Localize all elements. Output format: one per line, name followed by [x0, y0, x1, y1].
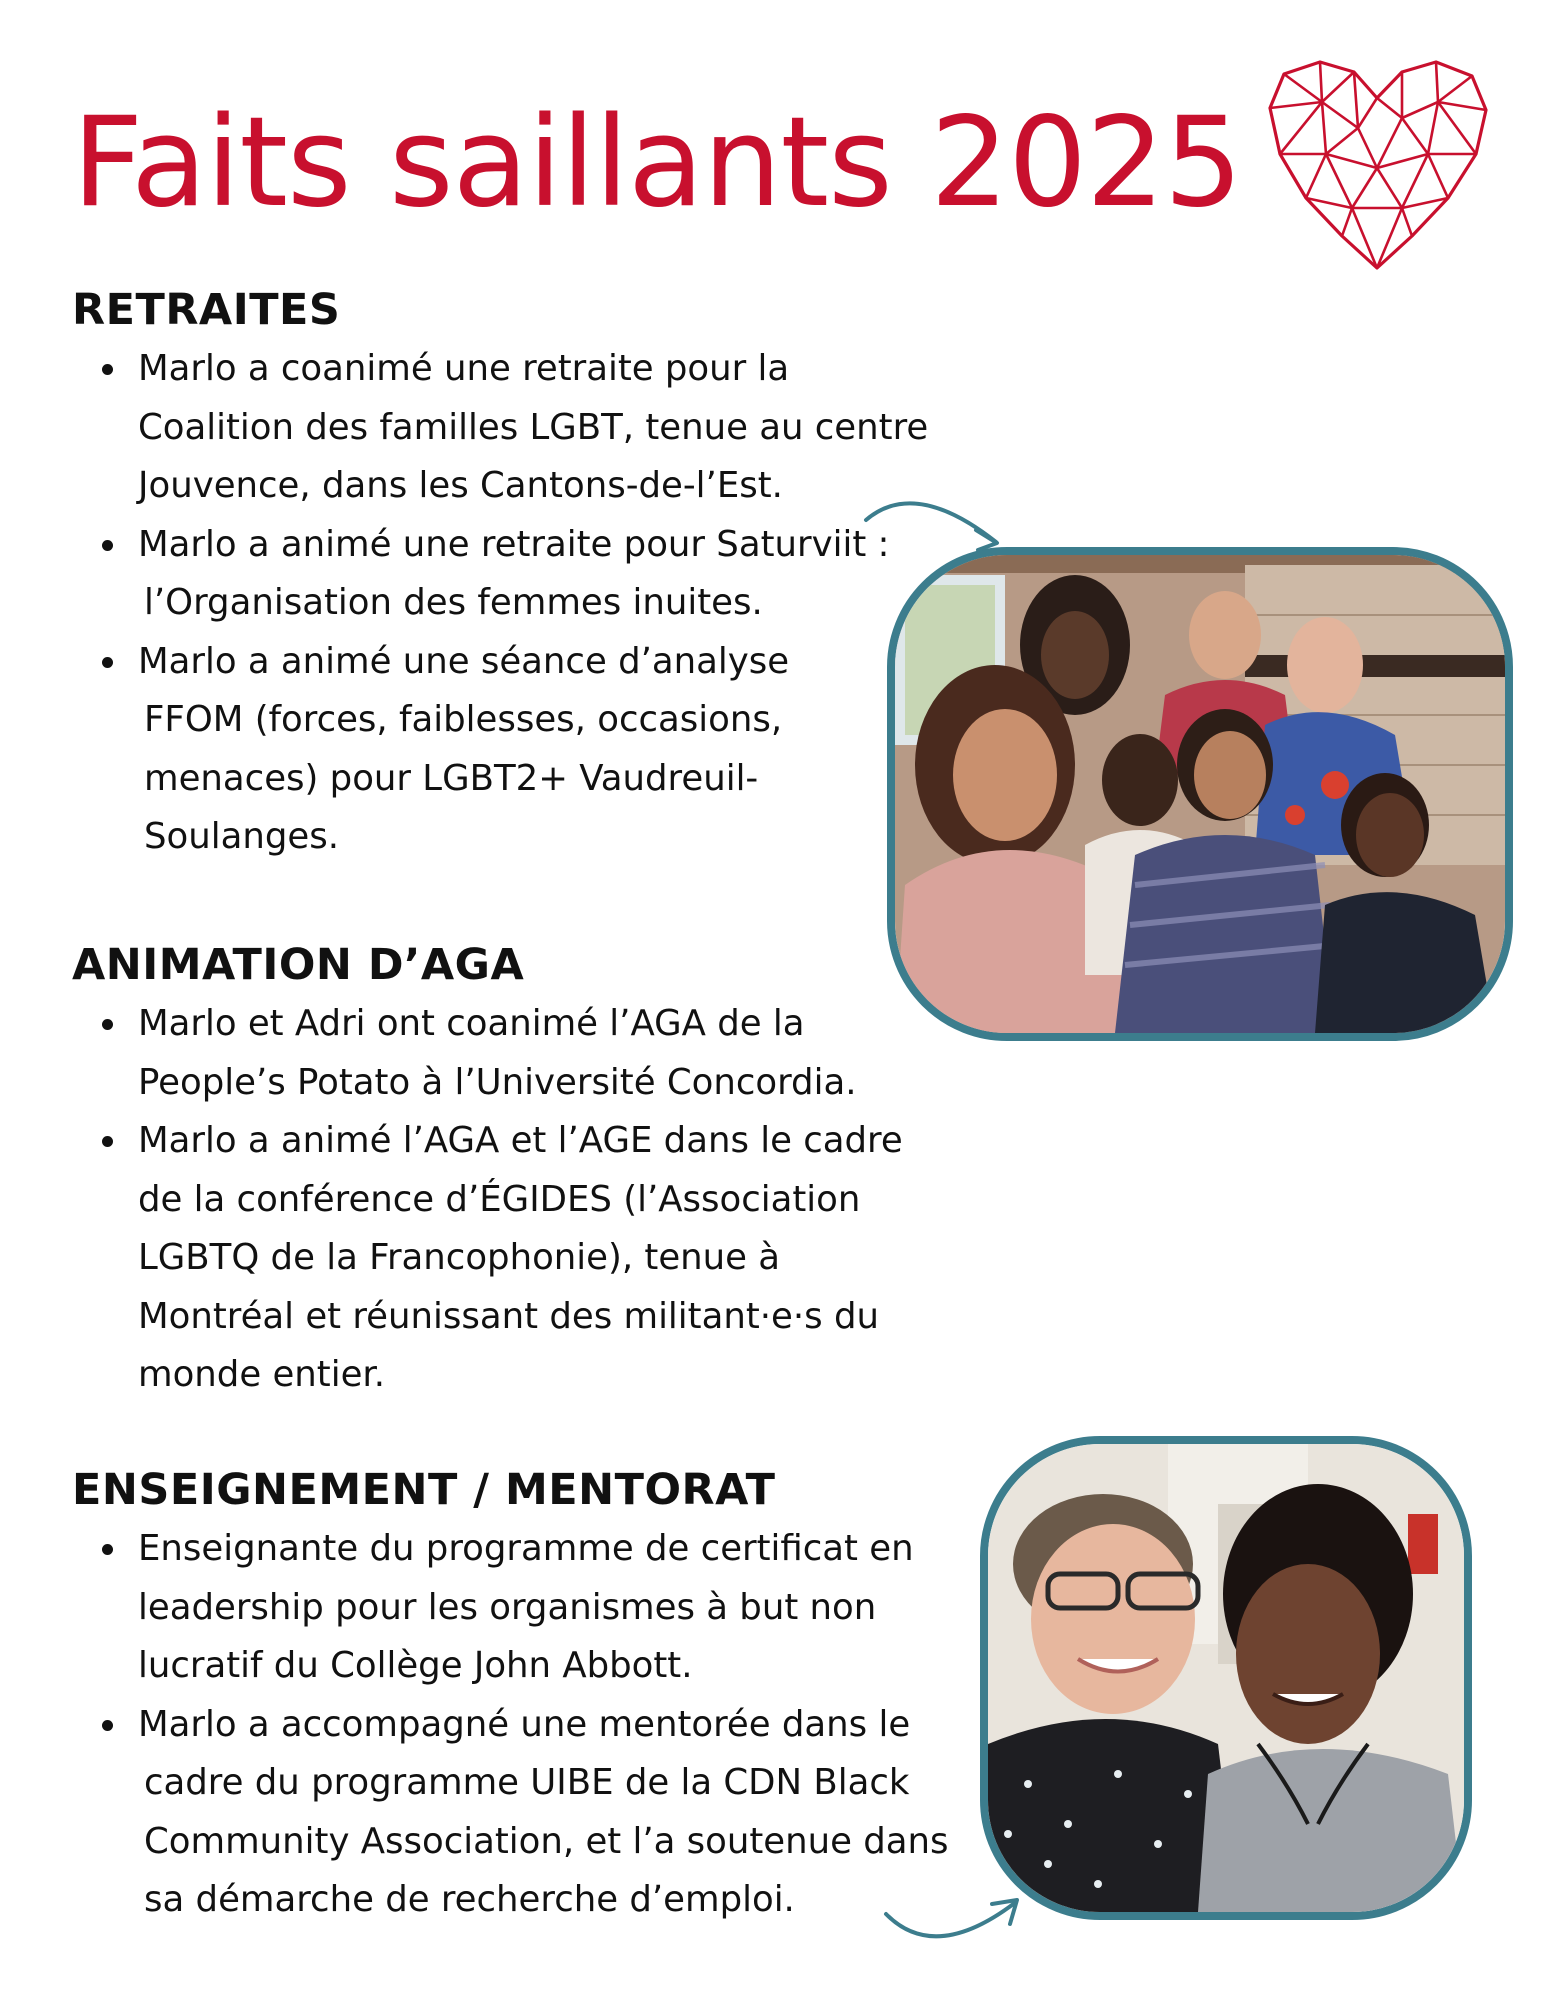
item-line: sa démarche de recherche d’emploi.: [144, 1879, 795, 1920]
item-line: l’Organisation des femmes inuites.: [144, 582, 763, 623]
item-line: Coalition des familles LGBT, tenue au centre: [138, 406, 929, 448]
list-item: [72, 995, 1032, 1112]
section-heading: ANIMATION D’AGA: [72, 940, 525, 990]
curved-arrow-icon: [880, 1888, 1030, 1958]
item-line: LGBTQ de la Francophonie), tenue à: [138, 1237, 781, 1278]
heart-facet-line: [1358, 98, 1377, 128]
heart-facet-line: [1306, 154, 1326, 198]
item-line: leadership pour les organismes à but non: [138, 1586, 877, 1628]
heart-facet-line: [1436, 62, 1438, 102]
item-line: Marlo a animé l’AGA et l’AGE dans le cadre: [138, 1120, 903, 1161]
heart-facet-line: [1322, 72, 1354, 102]
heart-facet-line: [1358, 128, 1377, 168]
item-line: FFOM (forces, faiblesses, occasions,: [144, 699, 783, 740]
geometric-heart-icon: [1262, 58, 1492, 276]
heart-facet-line: [1438, 102, 1476, 154]
section-enseignement-mentorat: [72, 1460, 1032, 1930]
heart-facet-line: [1352, 168, 1377, 208]
bullet-list: [72, 1520, 1032, 1930]
heart-facet-line: [1326, 154, 1352, 208]
item-line: Marlo a accompagné une mentorée dans le: [138, 1703, 911, 1745]
item-line: Enseignante du programme de certificat en: [138, 1528, 914, 1569]
heart-facet-line: [1322, 102, 1326, 154]
item-line: de la conférence d’ÉGIDES (l’Association: [138, 1178, 861, 1220]
item-line: Marlo et Adri ont coanimé l’AGA de la: [138, 1003, 805, 1044]
heart-facet-line: [1377, 208, 1402, 268]
section-animation-aga: [72, 935, 1032, 1405]
item-line: monde entier.: [138, 1354, 386, 1395]
item-line: Marlo a coanimé une retraite pour la: [138, 348, 790, 389]
heart-facet-line: [1402, 118, 1428, 154]
page-title: Faits saillants 2025: [72, 91, 1242, 235]
list-item: [72, 1112, 1032, 1405]
heart-facet-line: [1377, 168, 1402, 208]
item-line: Marlo a animé une retraite pour Saturviit :: [138, 523, 890, 565]
heart-facet-line: [1377, 118, 1402, 168]
heart-facet-line: [1354, 72, 1358, 128]
bullet-icon: [102, 1544, 113, 1555]
heart-facet-line: [1377, 154, 1428, 168]
heart-facet-line: [1352, 208, 1377, 268]
bullet-list: [72, 995, 1032, 1405]
item-line: Marlo a animé une séance d’analyse: [138, 640, 790, 682]
heart-facet-line: [1402, 208, 1412, 236]
item-line: People’s Potato à l’Université Concordia.: [138, 1061, 857, 1103]
item-line: cadre du programme UIBE de la CDN Black: [144, 1762, 910, 1803]
heart-facet-line: [1438, 76, 1472, 102]
bullet-icon: [102, 1019, 113, 1030]
duo-photo: [980, 1436, 1472, 1920]
heart-facet-line: [1284, 74, 1322, 102]
section-heading: RETRAITES: [72, 285, 341, 335]
list-item: [72, 1520, 1032, 1696]
group-photo: [887, 547, 1513, 1041]
bullet-icon: [102, 364, 113, 375]
heart-facet-line: [1322, 102, 1358, 128]
heart-facet-line: [1402, 154, 1428, 208]
item-line: Soulanges.: [144, 816, 340, 857]
heart-facet-line: [1402, 102, 1438, 118]
heart-facet-line: [1280, 102, 1322, 154]
heart-facet-line: [1320, 62, 1322, 102]
heart-facet-line: [1326, 154, 1377, 168]
item-line: Community Association, et l’a soutenue dans: [144, 1820, 949, 1862]
item-line: menaces) pour LGBT2+ Vaudreuil-: [144, 757, 759, 799]
heart-facet-line: [1326, 128, 1358, 154]
section-heading: ENSEIGNEMENT / MENTORAT: [72, 1465, 776, 1515]
heart-facet-line: [1377, 98, 1402, 118]
curved-arrow-icon: [860, 484, 1010, 554]
item-line: Jouvence, dans les Cantons-de-l’Est.: [138, 465, 783, 506]
heart-facet-line: [1342, 208, 1352, 236]
item-line: Montréal et réunissant des militant·e·s du: [138, 1295, 879, 1337]
heart-facet-line: [1270, 102, 1322, 108]
heart-facet-line: [1428, 102, 1438, 154]
bullet-icon: [102, 1720, 113, 1731]
item-line: lucratif du Collège John Abbott.: [138, 1645, 693, 1686]
bullet-icon: [102, 540, 113, 551]
bullet-icon: [102, 657, 113, 668]
heart-facet-line: [1428, 154, 1448, 198]
bullet-icon: [102, 1136, 113, 1147]
heart-facet-line: [1438, 102, 1486, 110]
